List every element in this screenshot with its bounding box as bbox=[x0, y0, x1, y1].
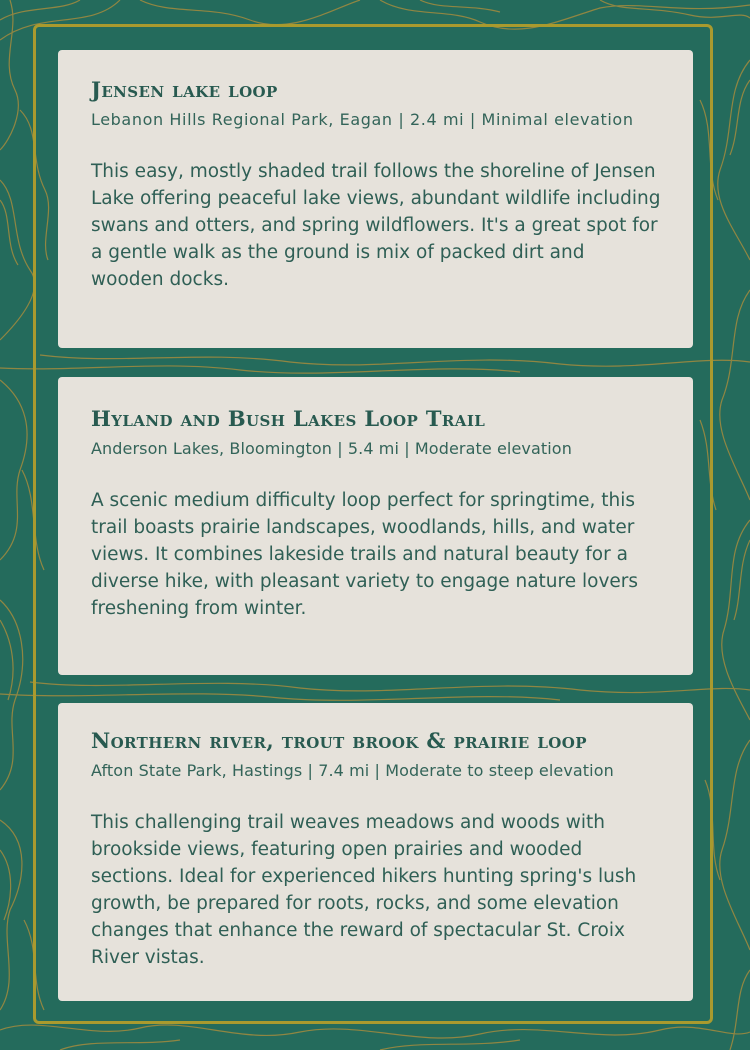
trail-meta: Lebanon Hills Regional Park, Eagan | 2.4 mi | Minimal elevation bbox=[91, 110, 634, 129]
trail-title: Jensen lake loop bbox=[91, 77, 278, 102]
trail-card-hyland-bush bbox=[58, 377, 693, 675]
trail-meta: Afton State Park, Hastings | 7.4 mi | Moderate to steep elevation bbox=[91, 761, 614, 780]
trail-meta: Anderson Lakes, Bloomington | 5.4 mi | Moderate elevation bbox=[91, 439, 572, 458]
trail-title: Northern river, trout brook & prairie loop bbox=[91, 728, 587, 753]
trail-description: This easy, mostly shaded trail follows the shoreline of Jensen Lake offering peaceful lake views, abundant wildlife including swans and otters, and spring wildflowers. It's a great spot for a gentle walk as the ground is mix of packed dirt and wooden docks. bbox=[91, 161, 661, 290]
trail-card-northern-river bbox=[58, 703, 693, 1001]
trail-description: A scenic medium difficulty loop perfect for springtime, this trail boasts prairie landscapes, woodlands, hills, and water views. It combines lakeside trails and natural beauty for a diverse hike, with pleasant variety to engage nature lovers freshening from winter. bbox=[91, 490, 639, 619]
trail-title: Hyland and Bush Lakes Loop Trail bbox=[91, 406, 486, 431]
trail-card-jensen-lake bbox=[58, 50, 693, 348]
trail-description: This challenging trail weaves meadows and woods with brookside views, featuring open prairies and wooded sections. Ideal for experienced hikers hunting spring's lush growth, be prepared for roots, rocks, and some elevation changes that enhance the reward of spectacular St. Croix River vistas. bbox=[91, 812, 637, 968]
